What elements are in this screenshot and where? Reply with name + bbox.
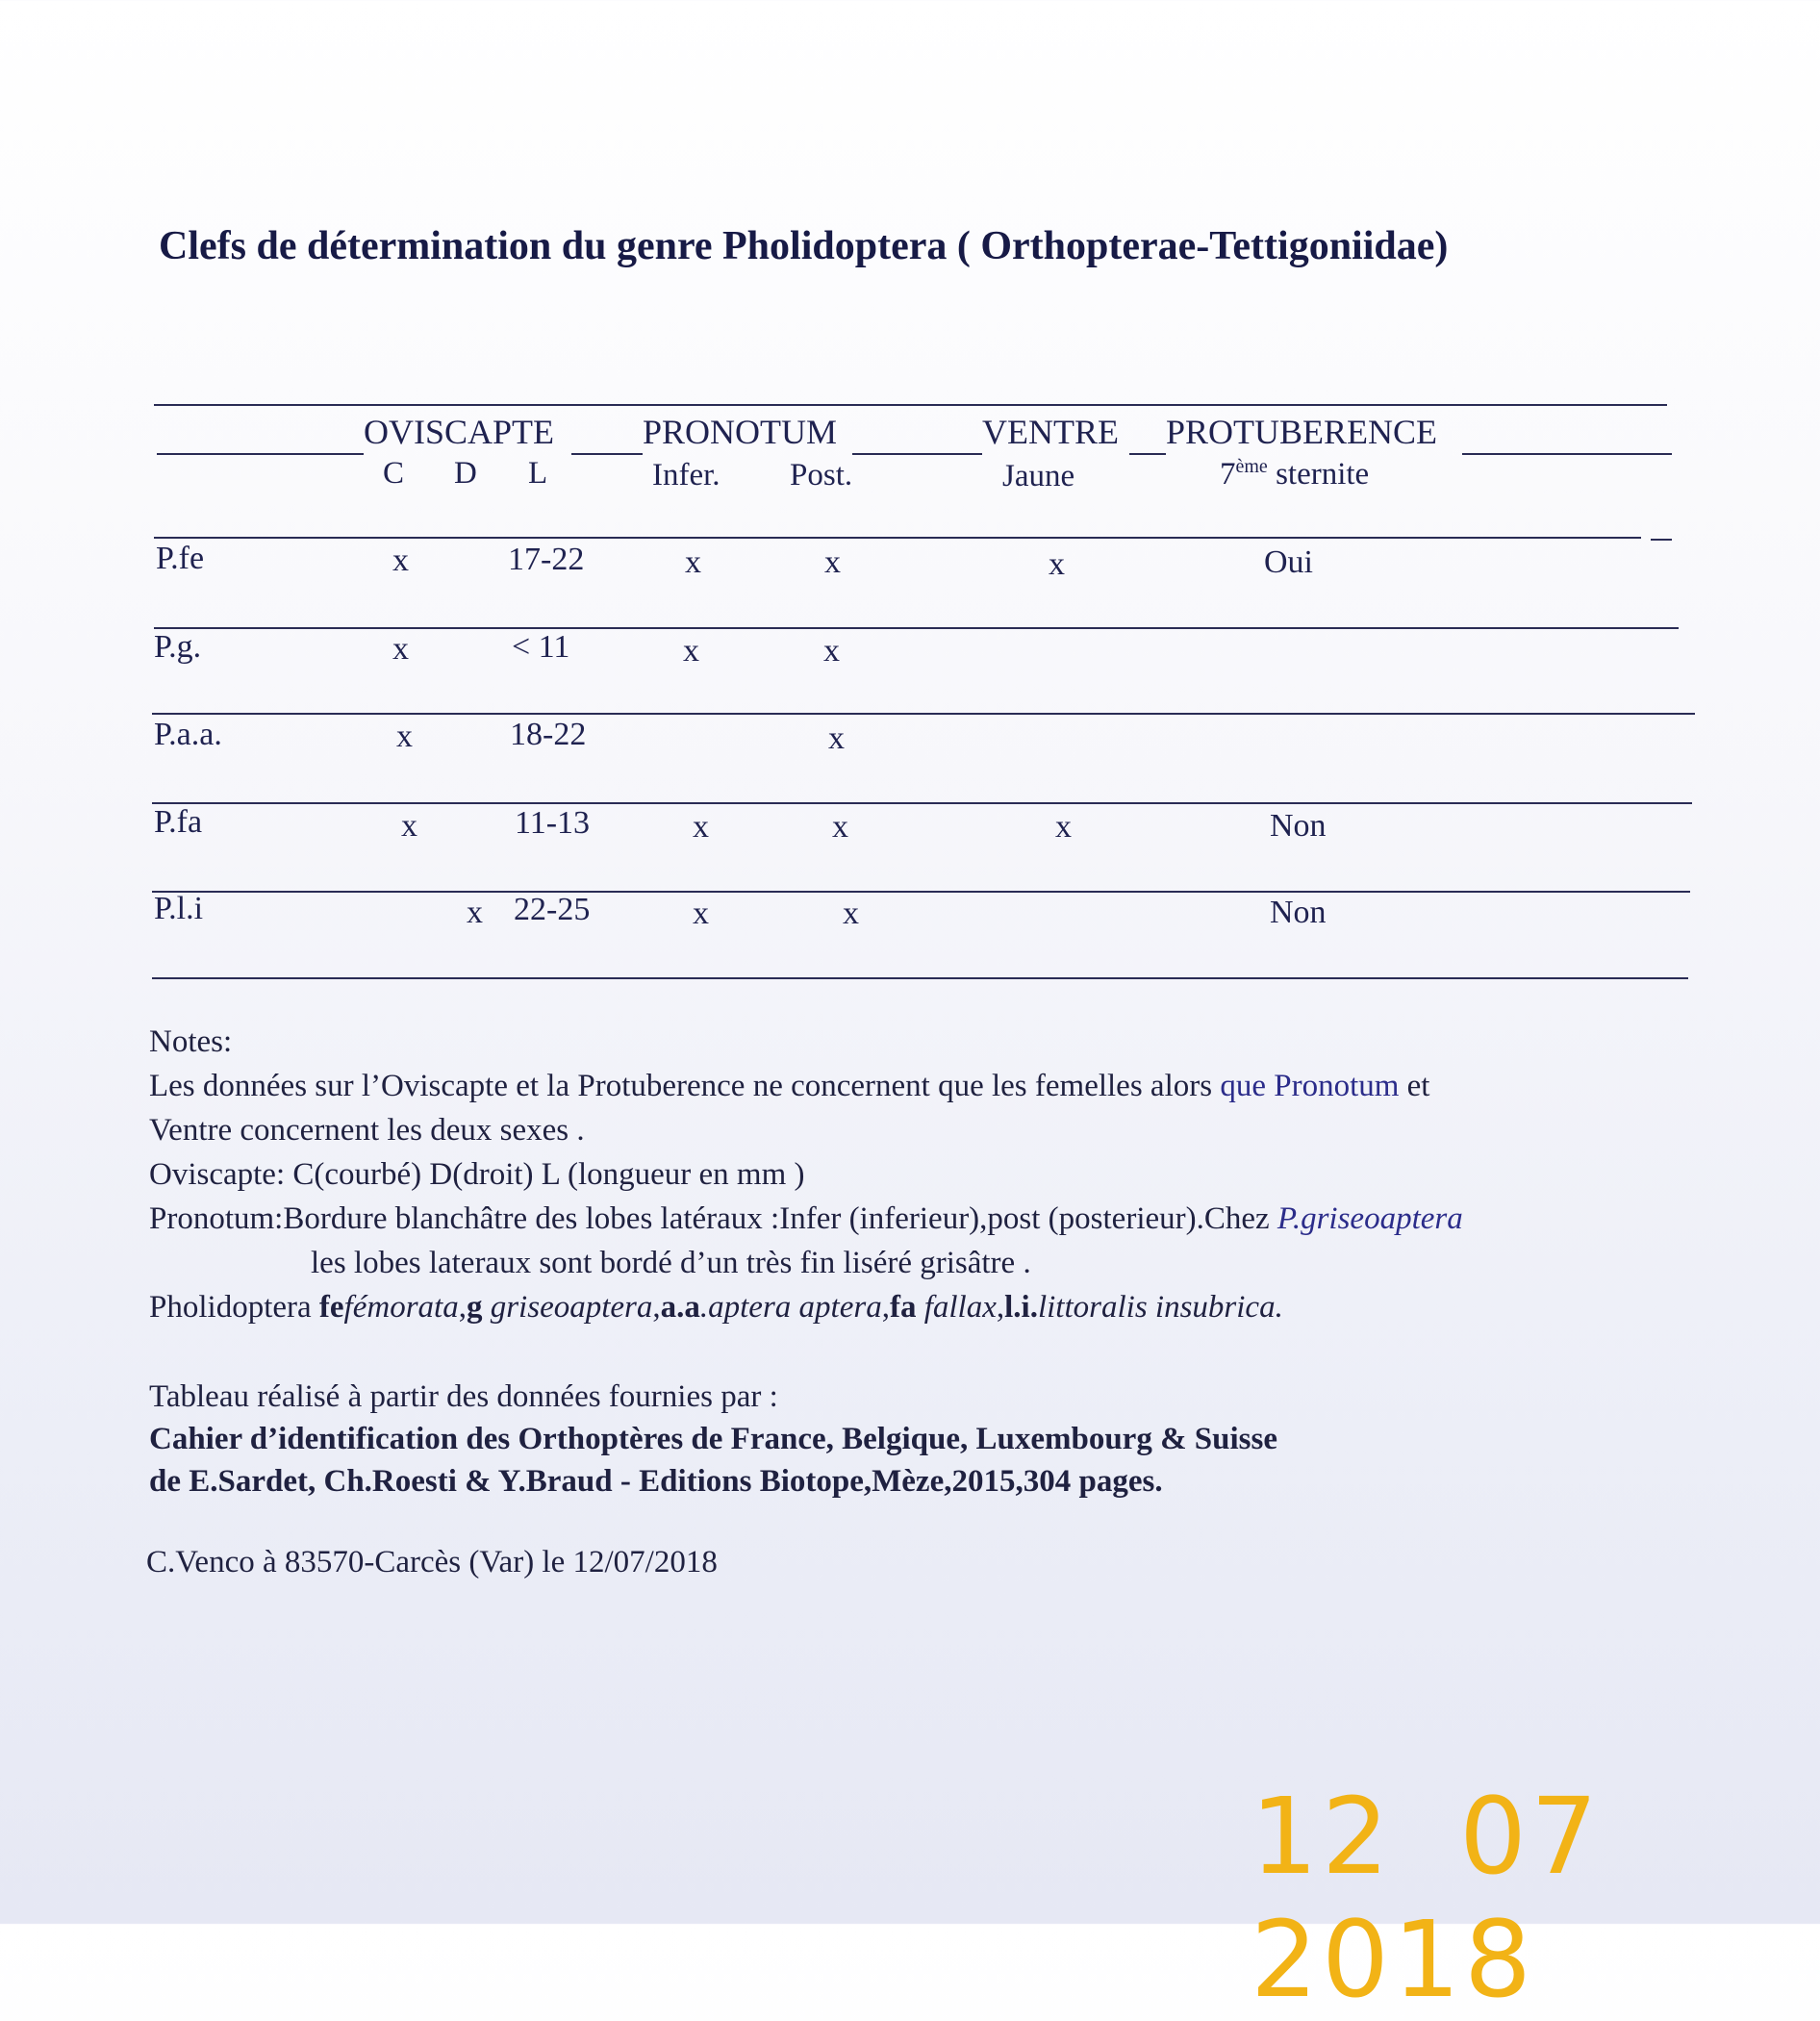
header-pronotum: PRONOTUM — [643, 413, 838, 451]
notes-line: les lobes lateraux sont bordé d’un très fin liséré grisâtre . — [311, 1246, 1031, 1280]
row-oviscapte-l: 17-22 — [508, 542, 585, 577]
row-oviscapte-d: x — [467, 895, 483, 930]
row-oviscapte-l: 22-25 — [514, 892, 591, 927]
subheader-jaune: Jaune — [1002, 459, 1075, 493]
row-species: P.a.a. — [154, 717, 222, 752]
row-oviscapte-c: x — [392, 631, 409, 667]
notes-section — [149, 1020, 1463, 1329]
row-ventre-jaune: x — [1055, 809, 1072, 845]
subheader-infer: Infer. — [652, 458, 720, 493]
row-species: P.g. — [154, 629, 202, 665]
row-oviscapte-l: 18-22 — [510, 717, 587, 752]
row-pronotum-post: x — [823, 633, 840, 669]
source-section — [149, 1376, 1277, 1503]
header-underline-segment — [1129, 453, 1166, 455]
notes-abbreviations: Pholidoptera fefémorata,g griseoaptera,a.a.aptera aptera,fa fallax,l.i.littoralis insubrica. — [149, 1290, 1283, 1325]
row-oviscapte-c: x — [401, 808, 417, 844]
author-signature: C.Venco à 83570-Carcès (Var) le 12/07/2018 — [146, 1545, 718, 1579]
header-protuberence: PROTUBERENCE — [1166, 413, 1438, 451]
row-pronotum-post: x — [843, 896, 859, 931]
stamp-year: 2018 — [1251, 1898, 1535, 2021]
header-underline-segment — [852, 453, 982, 455]
stamp-day: 12 — [1251, 1775, 1393, 1898]
row-species: P.fe — [156, 541, 205, 576]
table-header-rule — [154, 537, 1641, 539]
row-species: P.fa — [154, 804, 203, 840]
table-top-rule — [154, 404, 1667, 406]
subheader-post: Post. — [790, 458, 853, 493]
row-pronotum-post: x — [824, 544, 841, 580]
notes-line: Les données sur l’Oviscapte et la Protuberence ne concernent que les femelles alors que Pronotum et — [149, 1069, 1430, 1103]
header-ventre: VENTRE — [982, 413, 1119, 451]
source-reference: Cahier d’identification des Orthoptères de France, Belgique, Luxembourg & Suisse — [149, 1422, 1278, 1456]
camera-date-stamp — [1251, 1775, 1820, 2021]
row-protuberence: Non — [1270, 808, 1327, 844]
source-intro: Tableau réalisé à partir des données fournies par : — [149, 1379, 778, 1414]
subheader-d: D — [454, 456, 477, 491]
row-protuberence: Oui — [1264, 544, 1313, 580]
row-oviscapte-c: x — [392, 543, 409, 578]
header-underline-segment — [1462, 453, 1672, 455]
subheader-l: L — [528, 456, 548, 491]
row-divider — [152, 713, 1695, 715]
row-species: P.l.i — [154, 891, 204, 926]
subheader-sternite: 7ème sternite — [1220, 456, 1370, 492]
row-pronotum-infer: x — [685, 544, 701, 580]
row-pronotum-infer: x — [693, 809, 709, 845]
source-reference: de E.Sardet, Ch.Roesti & Y.Braud - Editions Biotope,Mèze,2015,304 pages. — [149, 1464, 1163, 1499]
row-oviscapte-c: x — [396, 719, 413, 754]
row-pronotum-infer: x — [693, 896, 709, 931]
row-protuberence: Non — [1270, 895, 1327, 930]
stamp-month: 07 — [1458, 1775, 1602, 1898]
row-pronotum-post: x — [828, 720, 845, 756]
row-oviscapte-l: < 11 — [512, 629, 570, 665]
table-bottom-rule — [152, 977, 1688, 979]
row-pronotum-infer: x — [683, 633, 699, 669]
notes-heading: Notes: — [149, 1024, 233, 1059]
row-ventre-jaune: x — [1049, 546, 1065, 582]
header-underline-segment — [157, 453, 364, 455]
row-divider — [154, 627, 1679, 629]
notes-line: Ventre concernent les deux sexes . — [149, 1113, 585, 1148]
row-divider — [152, 802, 1692, 804]
table-header-rule-tail — [1651, 539, 1672, 541]
row-oviscapte-l: 11-13 — [515, 805, 591, 841]
header-underline-segment — [571, 453, 643, 455]
document-title: Clefs de détermination du genre Pholidoptera ( Orthopterae-Tettigoniidae) — [159, 224, 1449, 268]
header-oviscapte: OVISCAPTE — [364, 413, 555, 451]
row-divider — [152, 891, 1690, 893]
notes-line: Pronotum:Bordure blanchâtre des lobes latéraux :Infer (inferieur),post (posterieur).Chez P.griseoaptera — [149, 1201, 1463, 1236]
notes-line: Oviscapte: C(courbé) D(droit) L (longueur en mm ) — [149, 1157, 805, 1192]
row-pronotum-post: x — [832, 809, 848, 845]
subheader-c: C — [383, 456, 405, 491]
